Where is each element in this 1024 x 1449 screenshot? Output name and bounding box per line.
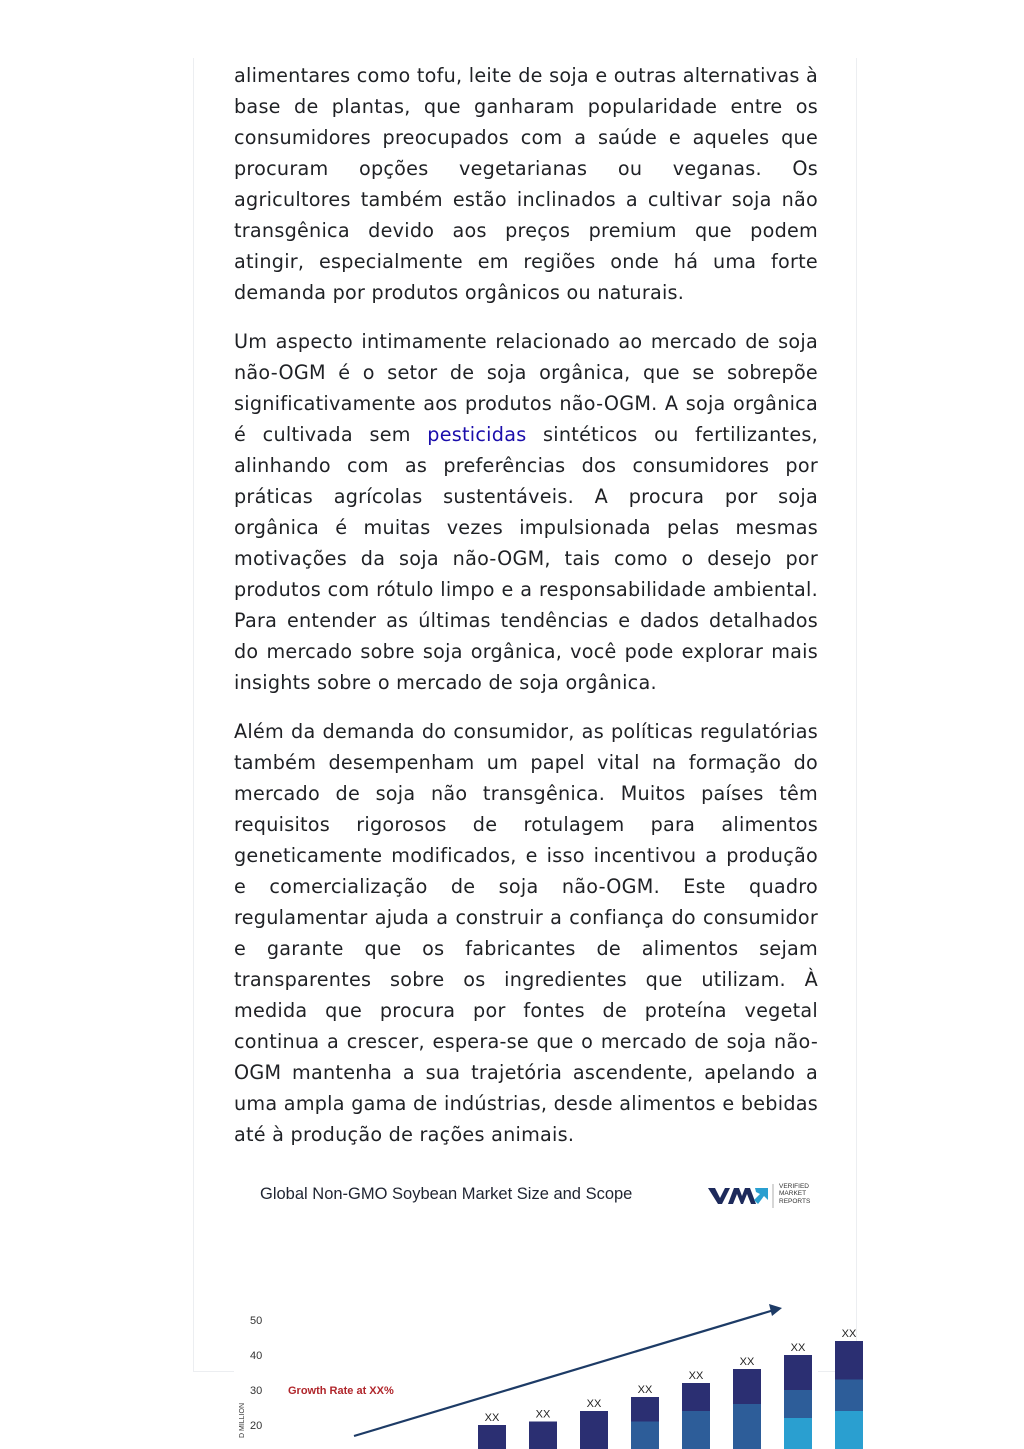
bar-segment-dark — [529, 1422, 557, 1449]
bar-data-label: XX — [841, 1328, 857, 1340]
paragraph-2-text-a: Um aspecto intimamente relacionado ao mercado de soja não-OGM é o setor de soja orgânica, que se sobrepõe significativamente aos produtos não-OGM. A soja orgânica é cultivada sem — [234, 330, 818, 446]
paragraph-3: Além da demanda do consumidor, as políticas regulatórias também desempenham um papel vital na formação do mercado de soja não transgênica. Muitos países têm requisitos rigorosos de rotulagem para alimentos geneticamente modificados, e isso incentivou a produção e comercialização de soja não-OGM. Este quadro regulamentar ajuda a construir a confiança do consumidor e garante que os fabricantes de alimentos sejam transparentes sobre os ingredientes que utilizam. À medida que procura por fontes de proteína vegetal continua a crescer, espera-se que o mercado de soja não-OGM mantenha a sua trajetória ascendente, apelando a uma ampla gama de indústrias, desde alimentos e bebidas até à produção de rações animais. — [234, 720, 818, 1146]
bar-data-label: XX — [535, 1408, 551, 1421]
paragraph-2 — [234, 326, 818, 698]
growth-rate-annotation: Growth Rate at XX% — [288, 1385, 394, 1397]
y-tick-label: 40 — [250, 1350, 263, 1362]
bar-data-label: XX — [586, 1398, 602, 1410]
bar-data-label: XX — [637, 1384, 653, 1396]
trend-arrow-head-icon — [769, 1304, 782, 1316]
bar-segment-dark — [478, 1425, 506, 1449]
paragraph-2-text-b: sintéticos ou fertilizantes, alinhando com as preferências dos consumidores por práticas agrícolas sustentáveis. A procura por soja orgânica é muitas vezes impulsionada pelas mesmas motivações da soja não-OGM, tais como o desejo por produtos com rótulo limpo e a responsabilidade ambiental. Para entender as últimas tendências e dados detalhados do mercado sobre soja orgânica, você pode explorar mais insights sobre o mercado de soja orgânica. — [234, 423, 818, 694]
bar-segment-mid — [733, 1404, 761, 1449]
bar-segment-mid — [631, 1422, 659, 1449]
trend-arrow-line — [354, 1310, 774, 1436]
bar-segment-dark — [580, 1411, 608, 1449]
bar-chart — [234, 1170, 857, 1438]
article-page — [193, 58, 857, 1438]
bar-data-label: XX — [739, 1356, 755, 1368]
vmr-logo-text: VERIFIED MARKET REPORTS — [779, 1183, 811, 1205]
paragraph-1: alimentares como tofu, leite de soja e outras alternativas à base de plantas, que ganharam popularidade entre os consumidores preocupados com a saúde e aqueles que procuram opções vegetarianas ou veganas. Os agricultores também estão inclinados a cultivar soja não transgênica devido aos preços premium que podem atingir, especialmente em regiões onde há uma forte demanda por produtos orgânicos ou naturais. — [234, 64, 818, 304]
pesticidas-link[interactable]: pesticidas — [427, 423, 527, 446]
y-tick-label: 20 — [250, 1420, 263, 1432]
y-tick-label: 30 — [250, 1385, 263, 1397]
chart-title: Global Non-GMO Soybean Market Size and Scope — [260, 1185, 633, 1203]
bar-segment-mid — [682, 1411, 710, 1449]
bar-data-label: XX — [688, 1370, 704, 1382]
bar-segment-light — [784, 1418, 812, 1449]
article-body — [234, 58, 818, 1168]
y-tick-label: 50 — [250, 1315, 263, 1327]
market-chart-figure — [234, 1170, 857, 1438]
bar-data-label: XX — [790, 1342, 806, 1354]
y-axis-label: D MILLION — [239, 1402, 246, 1438]
bar-segment-light — [835, 1411, 863, 1449]
bar-data-label: XX — [484, 1412, 500, 1424]
